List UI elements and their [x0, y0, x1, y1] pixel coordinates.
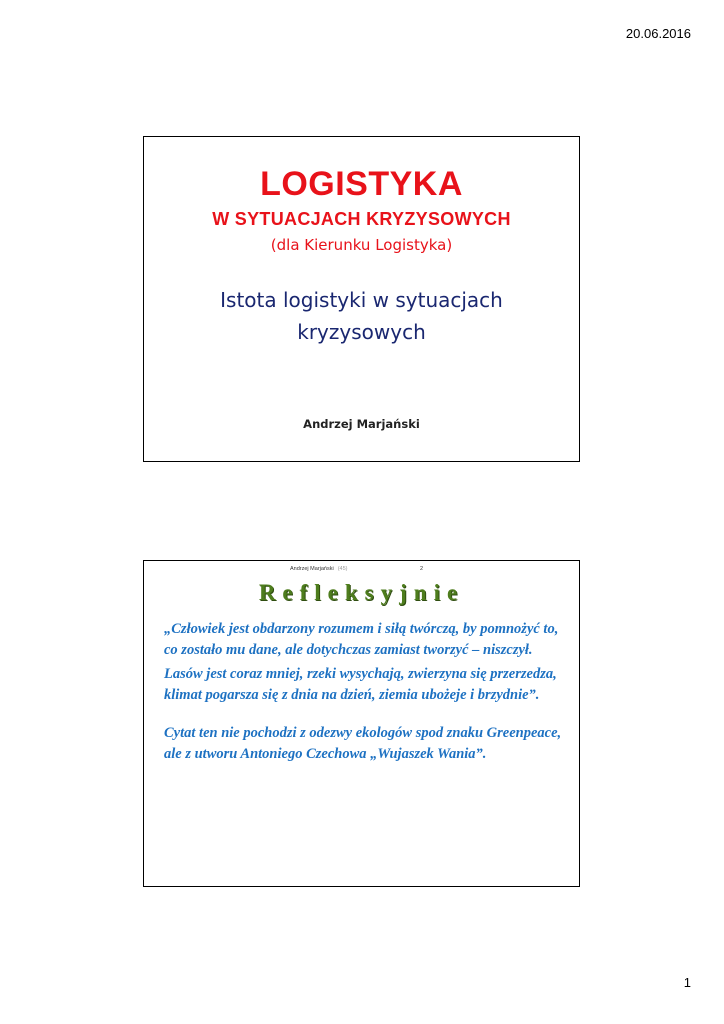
slide-title: LOGISTYKA — [260, 165, 463, 203]
author-name: Andrzej Marjański — [303, 417, 420, 431]
slide-number: 2 — [420, 566, 424, 572]
page-number: 1 — [683, 975, 691, 990]
quote-paragraph: Lasów jest coraz mniej, rzeki wysychają, zwierzyna się przerzedza, klimat pogarsza się z dnia na dzień, ziemia ubożeje i brzydnie”. — [164, 666, 557, 703]
title-slide — [143, 136, 580, 462]
quote-body — [164, 619, 565, 764]
lecture-heading-line-1: Istota logistyki w sytuacjach — [220, 288, 503, 312]
lecture-heading — [164, 284, 559, 348]
reflection-title: Refleksyjnie — [258, 580, 465, 605]
slide-header-author: Andrzej Marjański — [290, 566, 334, 572]
lecture-heading-line-2: kryzysowych — [297, 320, 426, 344]
reflection-slide — [143, 560, 580, 887]
slide-header — [290, 566, 348, 572]
quote-paragraph: „Człowiek jest obdarzony rozumem i siłą twórczą, by pomnożyć to, co zostało mu dane, ale dotychczas zamiast tworzyć – niszczył. — [164, 621, 559, 658]
source-paragraph: Cytat ten nie pochodzi z odezwy ekologów spod znaku Greenpeace, ale z utworu Antoniego Czechowa „Wujaszek Wania”. — [164, 725, 562, 762]
page-date: 20.06.2016 — [625, 26, 691, 41]
slide-note: (dla Kierunku Logistyka) — [270, 236, 453, 254]
slide-header-code: (45) — [337, 566, 348, 572]
slide-subtitle: W SYTUACJACH KRYZYSOWYCH — [212, 209, 511, 229]
